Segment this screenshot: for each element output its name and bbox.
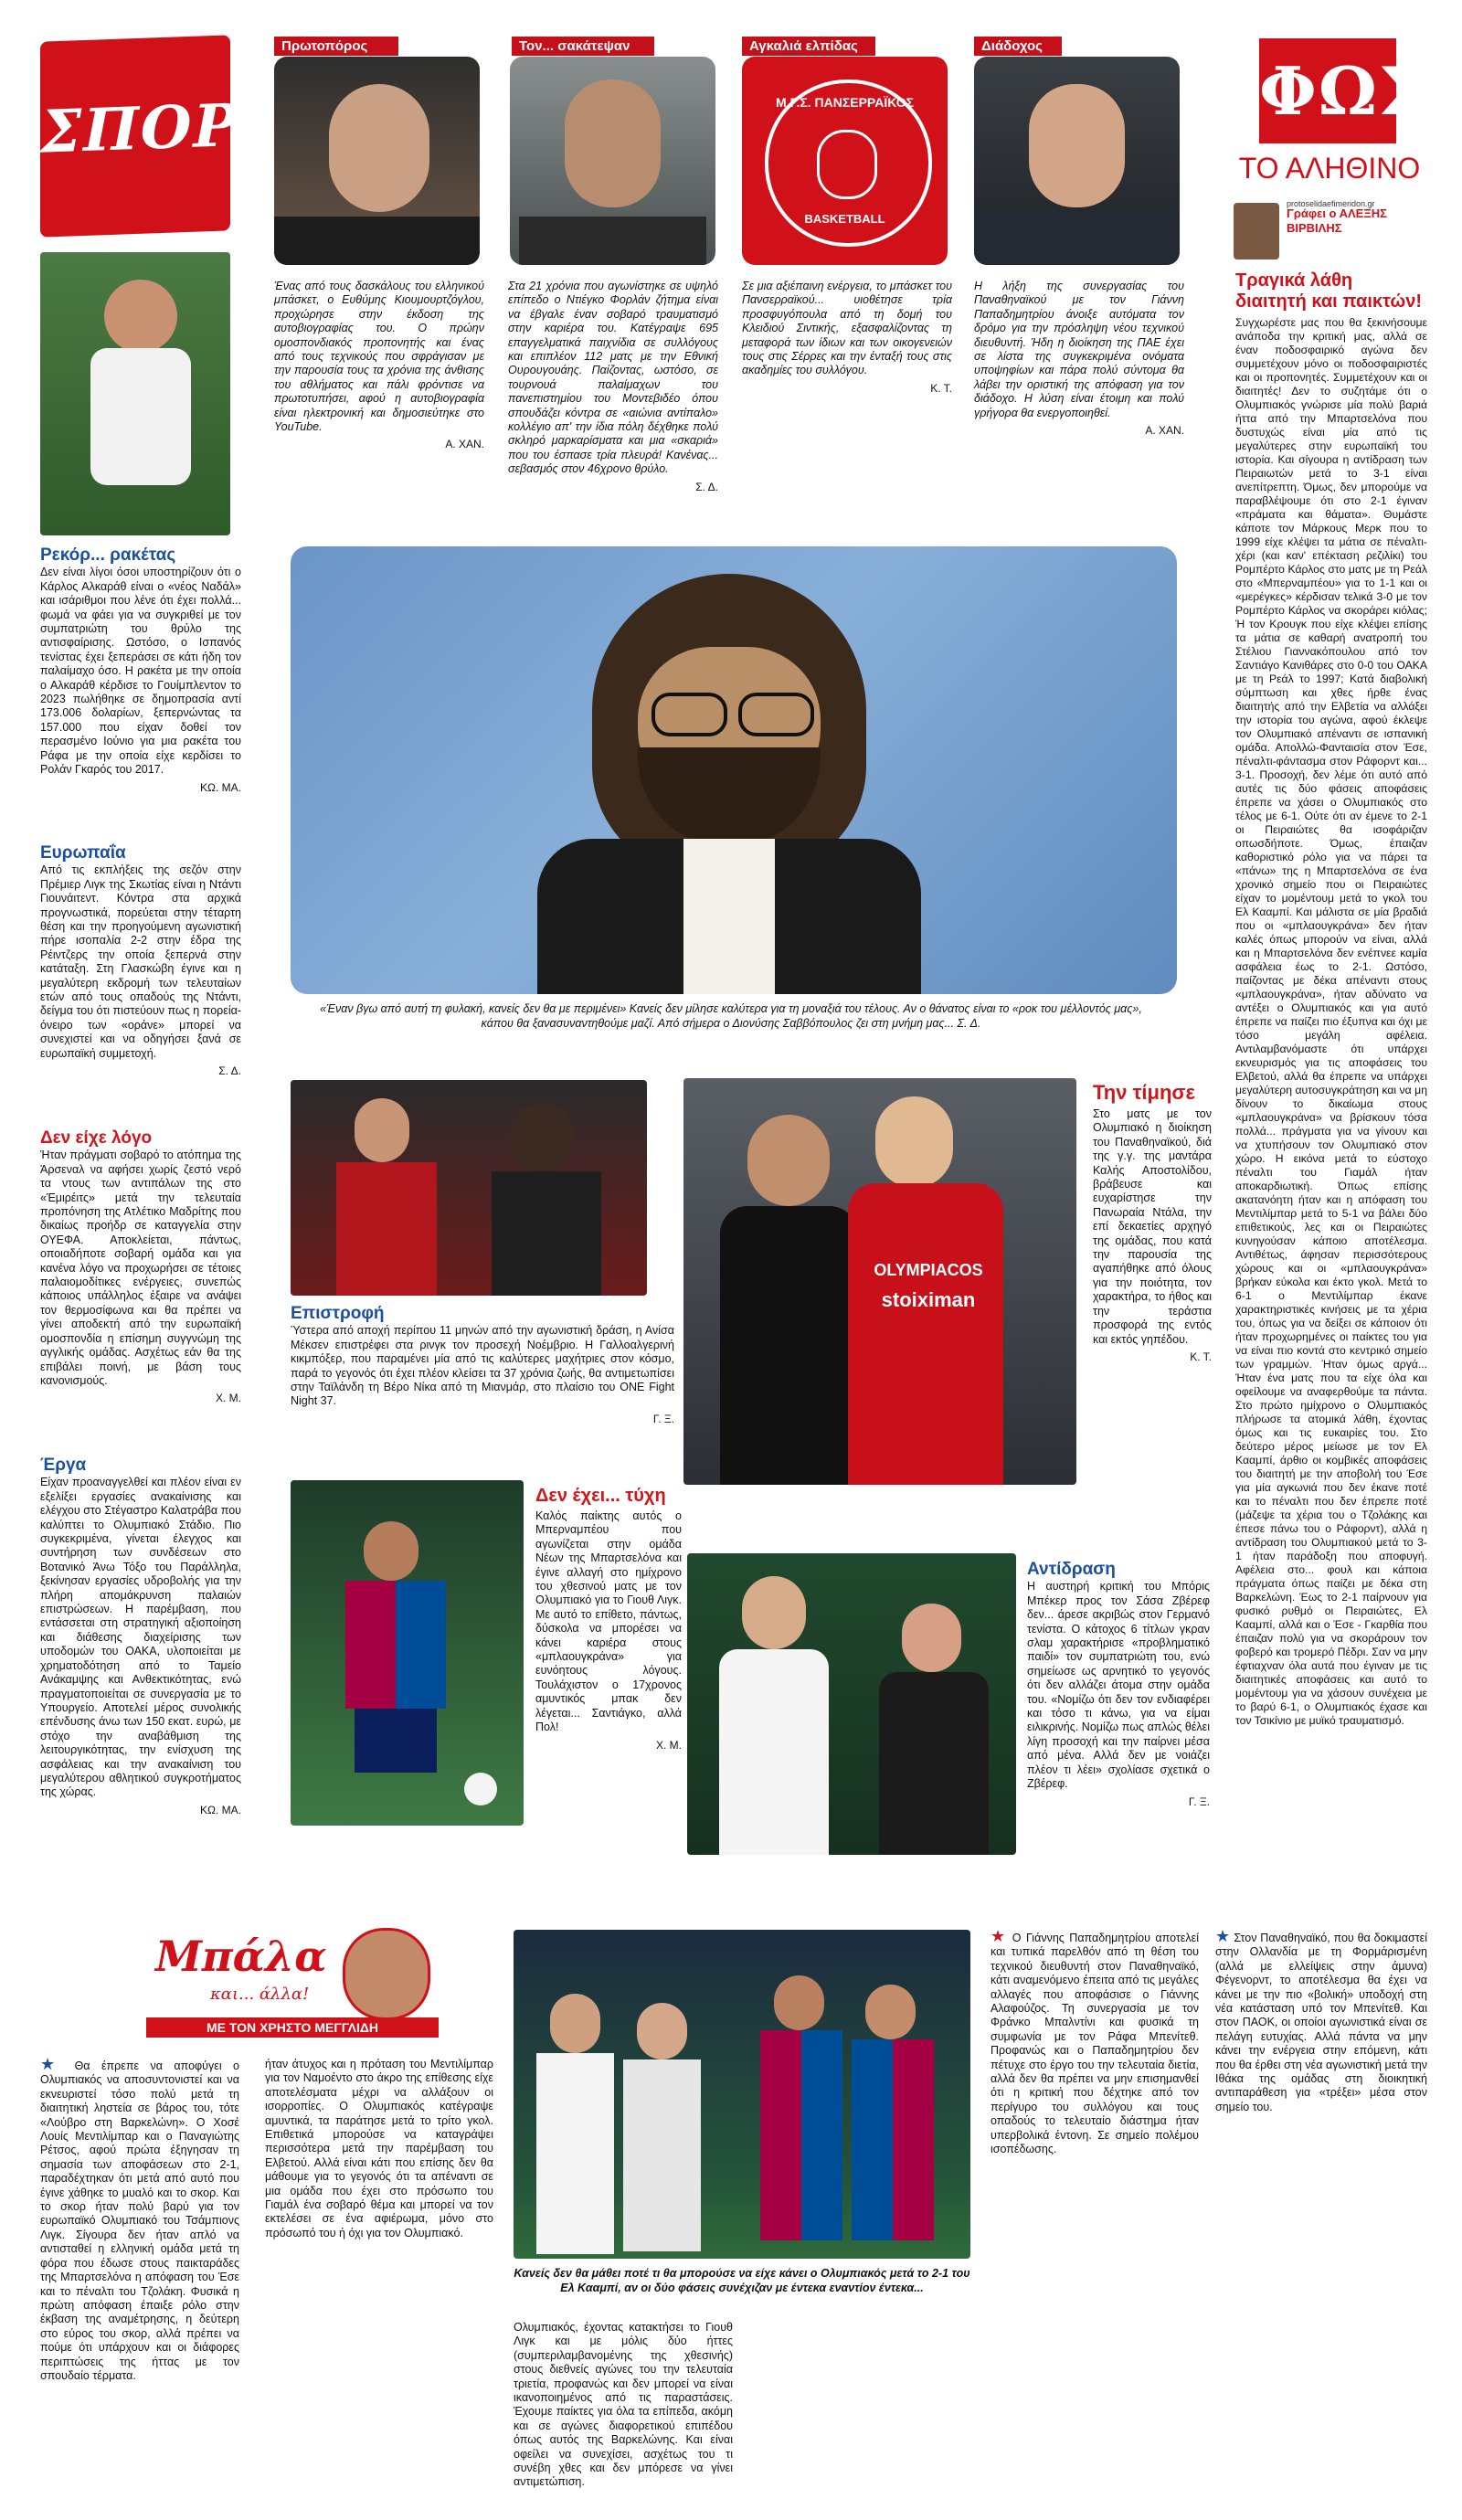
story-text: Καλός παίκτης αυτός ο Μπερναμπέου που αγωνίζεται στην ομάδα Νέων της Μπαρτσελόνα και έγινε αλλαγή στο ημίχρονο του χθεσινού ματς με τον Ολυμπιακό για το Γιουθ Λιγκ. Με αυτό το επίθετο, πάντως, δύσκολα να μπορέσει να κάνει καριέρα στους «μπλαουγκράνα» για ευνόητους λόγους. Τουλάχιστον ο 17χρονος αμυντικός μπακ δεν λέγεται... Σαντιάγκο, αλλά Πολ! (535, 1509, 682, 1734)
story-text: Είχαν προαναγγελθεί και πλέον είναι εν εξελίξει εργασίες ανακαίνισης και ελέγχου στο Στέγαστρο Καλατράβα που καλύπτει το Ολυμπιακό Στάδιο. Πιο συγκεκριμένα, γίνεται έλεγχος και συντήρηση των συνδέσεων στο Βοτανικό Άνω Τόξο του Παράλληλα, ξεκίνησαν εργασίες υδροβολής για την πλήρη απομάκρυνση παλαιών επιστρώσεων. Η παρέμβαση, που εντάσσεται στη στρατηγική αξιοποίηση και διάθεσης διαχείρισης των υποδομών του ΟΑΚΑ, υλοποιείται με χρηματοδότηση από το Ταμείο Ανάκαμψης και Ανθεκτικότητας, ενώ πραγματοποιείται σε συνεργασία με το Υπουργείο. Αποτελεί μέρος συνολικής επένδυσης άνω των 150 εκατ. ευρώ, με στόχο την αναβάθμιση της λειτουργικότητας, την ενίσχυση της ασφάλειας και την ανακαίνιση του μεγαλύτερου αθλητικού συγκροτήματος της χώρας. (40, 1476, 241, 1799)
jersey-sponsor: stoiximan (881, 1288, 976, 1311)
story-successor (974, 280, 1184, 438)
story-signature: Κ. Τ. (930, 381, 952, 395)
story-text: Από τις εκπλήξεις της σεζόν στην Πρέμιερ Λιγκ της Σκωτίας είναι η Ντάντι Γιουνάιτεντ. Κόντρα στα αρχικά προγνωστικά, πορεύεται στην τέταρτη θέση και την προηγούμενη αγωνιστική πήρε ισοπαλία 2-2 στην έδρα της Ρέιντζερς την οποία ξεπερνά στην κατάταξη. Στη Γλασκώβη έγινε και η μεγαλύτερη εκδρομή των τελευταίων ετών από τους οπαδούς της Ντάντι, δείγμα του ότι πιστεύουν πως η πορεία-όνειρο των «οράνε» μπορεί να συνεχιστεί και να οδηγήσει ξανά σε ευρωπαϊκή συμμετοχή. (40, 863, 241, 1060)
bottom-column-5 (1215, 1930, 1427, 2505)
mid-story-honored (1093, 1082, 1212, 1364)
column-text: Θα έπρεπε να αποφύγει ο Ολυμπιακός να αποσυντονιστεί και να εκνευριστεί τόσο πολύ μετά τη διαιτητική ληστεία σε βάρος του, τότε «Λούβρο στη Βαρκελώνη». Ο Χοσέ Λουίς Μεντιλίμπαρ και ο Παναγιώτης Ρέτσος, αφού πρώτα έξηγησαν τη σημασία των αποφάσεων στο 2-1, παραδέχτηκαν ότι μετά από αυτό που έγινε χάθηκε το μυαλό και το σκορ. Και το σκορ ήταν πολύ βαρύ για τον ευρωπαϊκό Ολυμπιακό του Τσάμπιονς Λιγκ. Σίγουρα δεν ήταν απλό να αντισταθεί η ελληνική ομάδα μετά τη φόρα που έδωσε στους παικταράδες της Μπαρτσελόνα η απόφαση του Έσε και το πέναλτι του Τζολάκη. Φυσικά η πρώτη απόφαση έπαιξε ρόλο στην έκβαση της αναμέτρησης, η δεύτερη στο εύρος του σκορ, αλλά πρέπει να πούμε ότι υπάρχουν και οι διάφορες περιπτώσεις της ήττας με τον σπουδαίο τέρματα. (40, 2059, 239, 2382)
side-story-no-reason (40, 1128, 241, 1406)
story-signature: Χ. Μ. (655, 1738, 682, 1752)
story-title: Δεν είχε λόγο (40, 1128, 153, 1148)
fos-author: Γράφει ο ΑΛΕΞΗΣ ΒΙΡΒΙΛΗΣ (1287, 206, 1387, 235)
column-text: Ολυμπιακός, έχοντας κατακτήσει το Γιουθ Λιγκ και με μόλις δύο ήττες (συμπεριλαμβανομένης της χθεσινής) στους διεθνείς αγώνες του την τελευταία τριετία, προφανώς και δεν μπορεί να είναι ικανοποιημένος από τις παραστάσεις. Έχουμε παίκτες για όλα τα επίπεδα, ακόμη και σε αγώνες διαφορετικού επιπέδου όπως αυτός της Βαρκελώνης. Και είναι οφείλει να συνεχίσει, ασχέτως του τι συνέβη χθες και δεν μπόρεσε να γίνει αντιμετώπιση. (514, 2321, 733, 2489)
tab-successor: Διάδοχος (974, 37, 1062, 56)
fos-body: Συγχωρέστε μας που θα ξεκινήσουμε ανάποδα την κριτική μας, αλλά σε έναν ποδοσφαιρικό αγώνα δεν συμμετέχουν μόνο οι ποδοσφαιριστές και οι προπονητές. Συμμετέχουν και οι διαιτητές! Δεν το συζητάμε ότι ο Ολυμπιακός γνώρισε μία πολύ βαριά ήττα από την Μπαρτσελόνα που δυστυχώς είναι μία από τις μεγαλύτερες στην ευρωπαϊκή του ιστορία. Και σίγουρα η αντίδραση των Πειραιωτών μετά το 3-1 είναι ανεπίτρεπτη. Όμως, δεν μπορούμε να παραβλέψουμε ότι στο 2-1 έγιναν «πράματα και θάματα». Θυμάστε κάποτε τον Μάρκους Μερκ που το 1999 είχε κλέψει τα μάτια σε πέναλτι-χέρι (και καν' επέκταση ρεζιλίκι) του Ρομπέρτο Κάρλος στο ματς με τη Ρεάλ στο «Μπερναμπέου» για το 1-1 και οι «μερέγκες» κέρδισαν τελικά 3-0 με τον Ρομπέρτο Κάρλος να σκοράρει κιόλας; Ή τον Κρουγκ που είχε κλέψει επίσης τα μάτια σε καθαρή ανατροπή του Στέλιου Γιαννακόπουλου από τον Σαντιάγο Κανιθάρες στο 0-0 του ΟΑΚΑ με τη Ρεάλ το 1997; Κατά διαβολική σύμπτωση και χθες ήρθε ένας διαιτητής από την Ελβετία να αλλάξει την ιστορία του αγώνα, αφού έκλεψε τον Ολυμπιακό απέναντι σε ισπανική ομάδα. Απολλώ-Φανταισία στον Έσε, πέναλτι-φάντασμα στον Ράφορντ και... 3-1. Προσοχή, δεν λέμε ότι αυτό από αυτές τις δύο φάσεις αποφάσεις έπρεπε να χάσει ο Ολυμπιακός στο τέλος με 6-1. Ούτε ότι αν έμενε το 2-1 οι Πειραιώτες θα ισοφάριζαν οπωσδήποτε. Όμως, έπαιζαν καθοριστικό ρόλο για να πάρει τα «πάνω» της η Μπαρτσελόνα σε ένα χρονικό σημείο που οι Πειραιώτες είχαν το μομέντουμ μετά το γκολ του Ελ Κααμπί. Και μάλιστα σε μία βραδιά που οι «μπλαουγκράνα» δεν ήταν καλές όπως μπορούν να είναι, αλλά και η Μπαρτσελόνα δεν ενέπνεε καμία ασφάλεια έως το 2-1. Ωστόσο, παίζοντας με δέκα απέναντι στους «μπλαουγκράνα», ήταν αδύνατο να αντέξει ο Ολυμπιακός και για αυτό έπρεπε να παίζει πιο έξυπνα και όχι με τόσο μεγάλη αφέλεια. Αντιλαμβανόμαστε ότι υπάρχει εκνευρισμός για τις αποφάσεις του Ελβετού, αλλά θα έπρεπε να υπάρχει μεγαλύτερη αυτοσυγκράτηση και να μη δίνουν το δικαίωμα στους «μπλαουγκράνα» να βρίσκουν τόσα πολλά... πράγματα για να γίνουν και να χτυπήσουν τον Ολυμπιακό στον χώρο. Η εικόνα μετά το εύστοχο πέναλτι του Γιαμάλ ήταν αποκαρδιωτική. Όπως επίσης ακατανόητη ήταν και η απόφαση του Μεντιλίμπαρ μετά το 5-1 να βάλει δύο επιθετικούς, λες και οι Πειραιώτες κυνηγούσαν κάποιο αποτέλεσμα. Αντιθέτως, άφησαν περισσότερους χώρους και οι «μπλαουγκράνα» βρήκαν εύκολα και έκτο γκολ. Μετά το 6-1 ο Μεντιλίμπαρ έκανε χαρακτηριστικές κινήσεις με τα χέρια του, όπως για να δείξει σε κάποιον ότι ήταν προχωρημένες οι παίκτες του για να είναι πιο κοντά στο κεντρικό σημείο των γραμμών. Ήταν όμως αργά... Ήταν ένα ματς που τα είχε όλα και οφείλουμε να αναφερθούμε τα πάντα. Στο πρώτο ημίχρονο ο Ολυμπιακός πλήρωσε τα ατομικά λάθη, έχοντας όμως και τις ευκαιρίες του. Στο δεύτερο μέρος μείωσε με τον Ελ Κααμπί, άρθιο οι κομβικές αποφάσεις του διαιτητή με την αποβολή του Έσε για μία αγκωνιά που δεν έκανε ποτέ και το πέναλτι που δεν έπρεπε ποτέ (μάζεψε τα χέρια του ο Τζολάκης και έπεσε πάνω του ο Ράφορντ), αλλά η αντίδραση του Ολυμπιακού μετά το 3-1 ήταν παράδοξη που αποφυγή. Αφέλεια στο... φουλ και κάποια πράγματα όπως παίζει με δέκα στη Βαρκελώνη. Έως το 2-1 παίρνουν για φυσικό ρυθμό οι Πειραιώτες, Ελ Κααμπί, αλλά και ο Έσε - Γκαρθία που έπαιζαν πολύ για να σκοράρουν τον φοβερό και τρομερό Πέδρι. Σαν να μην έφτιαχναν όλα αυτά που έγιναν με τις διαιτητικές αποφάσεις και αυτό το μομέντουμ για να χάσουν συνέχεια με το βαρύ 6-1, ο Ολυμπιακός έχασε και τον Τσικίνιο με μυϊκό τραυματισμό. (1235, 316, 1427, 1727)
author-avatar (1234, 203, 1279, 259)
story-title: Έργα (40, 1456, 87, 1475)
hero-photo-savvopoulos (291, 546, 1177, 994)
story-text: Στο ματς με τον Ολυμπιακό η διοίκηση του Παναθηναϊκού, διά της γ.γ. της μαντάρα Καλής Αποστολίδου, βράβευσε και ευχαρίστησε την Πανωραία Ντάλα, την επί δεκαετίες αρχηγό της ομάδας, που κατά την παρουσία της αγαπήθηκε από όλους για την ποιότητα, τον χαρακτήρα, το ήθος και την τεράστια προσφορά της εντός και εκτός γηπέδου. (1093, 1107, 1212, 1346)
side-story-racket (40, 545, 241, 795)
column-text: ήταν άτυχος και η πρόταση του Μεντιλίμπαρ για τον Ναμοέντο στο άκρο της επίθεσης είχε αποτελέσματα μέχρι να αλλάξουν οι ισορροπίες. Ο Ολυμπιακός κατέγραψε αμυντικά, τα παράτησε μετά το τρίτο γκολ. Επιθετικά μπορούσε να καταγράψει περισσότερα μετά την παρέμβαση του Ελβετού. Αλλά είναι κάτι που επίσης δεν θα μάθουμε για το γεγονός ότι τα απέναντι σε μια ομάδα που έχει στο πρόσωπο του Γιαμάλ ένα σοβαρό θέμα και μπορεί να τον εκτελέσει σε ένα αφιέρωμα, μόνο στο πρόσωπό του ή όχι για τον Ολυμπιακό. (265, 2058, 493, 2239)
column-text: Ο Γιάννης Παπαδημητρίου αποτελεί και τυπικά παρελθόν από τη θέση του τεχνικού διευθυντή στον Παναθηναϊκό, κάτι αναμενόμενο έπειτα από τις μεγάλες αλλαγές που αποφάσισε ο Γιάννης Αλαφούζος. Τη συνεργασία με τον Φράνκο Μπαλντίνι και φυσικά τη συμφωνία με τον Ράφα Μπενίτεθ. Προφανώς και ο Παπαδημητρίου δεν πέτυχε στο έργο του την τελευταία διετία, αλλά δεν θα πρέπει να μην επισημανθεί ότι η κριτική που δέχτηκε από τον περίγυρο του συλλόγου και τους οπαδούς το τελευταίο διάστημα ήταν υπερβολικά έντονη. Σε σημείο πολέμου ισοπέδωσης. (991, 1932, 1199, 2156)
story-text: Ήταν πράγματι σοβαρό το ατόπημα της Άρσεναλ να αφήσει χωρίς ζεστό νερό τα ντους των αντιπάλων της στο «Έμιρέιτς» μετά την τελευταία προπόνηση της Ατλέτικο Μαδρίτης που δικαίως προήδρ σε καταγγελία στην ΟΥΕΦΑ. Αποκλείεται, πάντως, οποιαδήποτε σοβαρή ομάδα και για κανένα λόγο να προχωρήσει σε τέτοιες παλαιομοδίτικες ενέργειες, συνεπώς κάποιος υπάλληλος έξαιρε να ανάψει τον θερμοσίφωνα και θα πρέπει να γίνει αποδεκτή από την ευρωπαϊκή ομοσπονδία η επίσημη συγγνώμη της αγγλικής ομάδας. Ασχέτως εάν θα της επιβάλει ποινή, με βάση τους κανονισμούς. (40, 1149, 241, 1387)
columnist-avatar (343, 1928, 430, 2020)
story-text: Δεν είναι λίγοι όσοι υποστηρίζουν ότι ο Κάρλος Αλκαράθ είναι ο «νέος Ναδάλ» και ισάριθμοι που λένε ότι έχει πολλά... φωμά να φάει για να συγκριθεί με τον συμπατριώτη του θρύλο της αντισφαίρισης. Ωστόσο, ο Ισπανός τενίστας έχει ξεπεράσει σε κάτι ήδη τον παλαίμαχο όσο. Η ρακέτα με την οποία ο Αλκαράθ κέρδισε το Γουίμπλεντον το 2023 πωλήθηκε σε δημοπρασία αντί 173.006 δολαρίων, ξεπερνώντας τα 157.000 που είχαν δοθεί τον περασμένο Ιούνιο για μια ρακέτα του Ράφα με την οποία είχε κερδίσει το Ρολάν Γκαρός του 2017. (40, 566, 241, 777)
story-text: Ύστερα από αποχή περίπου 11 μηνών από την αγωνιστική δράση, η Ανίσα Μέκσεν επιστρέφει στα ρινγκ τον προσεχή Νοέμβριο. Η Γαλλοαλγερινή κικμπόξερ, που παραμένει μία από τις καλύτερες μαχήτριες στον κόσμο, παρά το γεγονός ότι έχει πλέον κλείσει τα 37 χρόνια ζωής, θα αντιμετωπίσει στην Ταϊλάνδη τη Βέρο Νίκα από τη Μιανμάρ, στο πλαίσιο του ONE Fight Night 37. (291, 1324, 674, 1408)
fos-watermark: protoselidaefimeridon.gr (1287, 199, 1375, 208)
photo-forlan (510, 57, 715, 265)
photo-meksen (291, 1080, 647, 1296)
story-text: Ένας από τους δασκάλους του ελληνικού μπάσκετ, ο Ευθύμης Κιουμουρτζόγλου, προχώρησε στην έκδοση της αυτοβιογραφίας του. Ο πρώην ομοσπονδιακός προπονητής και ένας από τους τεχνικούς που σφράγισαν με την παρουσία τους τα χρόνια της άνθισης του αθλήματος και πάλι φρόντισε να πρωτοτυπήσει, αφού η αυτοβιογραφία είναι ηλεκτρονική και δημοσιεύτηκε στο YouTube. (274, 280, 484, 434)
story-title: Ρεκόρ... ρακέτας (40, 545, 176, 565)
tab-broken: Τον... σακάτεψαν (512, 37, 654, 56)
star-bullet-icon: ★ (40, 2058, 64, 2073)
story-signature: Γ. Ξ. (1188, 1795, 1210, 1808)
story-title: Την τίμησε (1093, 1081, 1195, 1104)
story-text: Η λήξη της συνεργασίας του Παναθηναϊκού με τον Γιάννη Παπαδημητρίου άνοιξε αυτόματα τον δρόμο για την πρόσληψη νέου τεχνικού διευθυντή. Ήδη η διοίκηση της ΠΑΕ έχει σε λίστα της συγκεκριμένα ονόματα υποψηφίων και πάρα πολύ σύντομα θα λάβει την οριστική της απόφαση για τον διάδοχο. Η λύση είναι έτοιμη και πολύ γρήγορα θα ενεργοποιηθεί. (974, 280, 1184, 419)
bottom-column-4 (991, 1930, 1199, 2505)
story-forlan (508, 280, 718, 494)
photo-kioumourtzoglou (274, 57, 480, 265)
logo-text-bottom: BASKETBALL (804, 212, 885, 226)
photo-olympiacos-players (514, 1930, 970, 2259)
column-logo-box (146, 1928, 439, 2042)
story-title: Δεν έχει... τύχη (535, 1486, 666, 1506)
story-text: Η αυστηρή κριτική του Μπόρις Μπέκερ προς τον Σάσα Ζβέρεφ δεν... άρεσε ακριβώς στον Γερμανό τενίστα. Ο κάτοχος 6 τίτλων γκραν σλαμ χαρακτήρισε «προβληματικό παιδί» τον συμπατριώτη του, ενώ σημείωσε ως αρνητικό το γεγονός ότι δεν αλλάζει άτομα στην ομάδα του. «Νομίζω ότι δεν τον ενδιαφέρει και τόσο τι κάνω, για να είμαι ειλικρινής. Νομίζω πως απλώς θέλει λίγη προσοχή και την παίρνει μέσα από μένα. Αλλά δεν με νοιάζει πλέον τι λέει» σχολίασε σχετικά ο Ζβέρεφ. (1027, 1580, 1210, 1791)
jersey-club: OLYMPIACOS (874, 1261, 983, 1279)
star-bullet-icon: ★ (1215, 1930, 1231, 1945)
photo-zverev-becker (687, 1553, 1016, 1855)
column-logo-subtitle: και... άλλα! (210, 1985, 310, 2004)
fos-author-box (1234, 199, 1425, 263)
story-signature: Κ. Τ. (1190, 1350, 1212, 1363)
story-signature: Γ. Ξ. (652, 1412, 674, 1425)
photo-barcelona-youth (291, 1480, 524, 1826)
photo-dala-honor (683, 1078, 1076, 1485)
column-byline: ΜΕ ΤΟΝ ΧΡΗΣΤΟ ΜΕΓΓΛΙΔΗ (146, 2017, 439, 2038)
story-signature: Α. ΧΑΝ. (1145, 424, 1184, 438)
photo-alcaraz (40, 252, 230, 535)
photo-panserraikos-logo (742, 57, 948, 265)
story-text: Σε μια αξιέπαινη ενέργεια, το μπάσκετ του Πανσερραϊκού... υιοθέτησε τρία προσφυγόπουλα από τη δομή του Κλειδιού Σιντικής, εξασφαλίζοντας τη μεταφορά των ίδιων και των οικογενειών τους στις Σέρρες και την ένταξή τους στις ακαδημίες του συλλόγου. (742, 280, 952, 377)
mid-story-reaction (1027, 1562, 1210, 1809)
story-signature: Χ. Μ. (215, 1392, 241, 1405)
story-panserraikos (742, 280, 952, 396)
story-title: Επιστροφή (291, 1304, 385, 1323)
logo-text-top: Μ.Γ.Σ. ΠΑΝΣΕΡΡΑΪΚΟΣ (776, 95, 914, 110)
story-text: Στα 21 χρόνια που αγωνίστηκε σε υψηλό επίπεδο ο Ντιέγκο Φορλάν ζήτημα είναι να έβγαλε έναν σοβαρό τραυματισμό στην καριέρα του. Κατέγραψε 695 επαγγελματικά παιχνίδια σε συλλόγους και επιπλέον 112 ματς με την Εθνική Ουρουγουάης. Παίζοντας, ωστόσο, σε τουρνουά παλαίμαχων του πανεπιστημίου του Μοντεβιδέο όπου σπουδάζει κόντρα σε «αιώνια αντίπαλο» κολλέγιο απ' την ίδια πόλη δέχθηκε πολύ σκληρό μαρκαρίσματα και μια «σκαριά» που του έσπασε τρία πλευρά! Κανένας... σεβασμός στον 46χρονο θρύλο. (508, 280, 718, 476)
fos-logo-box (1259, 38, 1427, 143)
story-signature: ΚΩ. ΜΑ. (200, 780, 241, 794)
story-title: Ευρωπαΐα (40, 843, 126, 863)
side-story-works (40, 1458, 241, 1817)
bottom-column-2 (265, 2058, 493, 2505)
photo-successor (974, 57, 1180, 265)
column-logo-title: Μπάλα (155, 1932, 327, 1981)
story-signature: Σ. Δ. (695, 480, 718, 493)
fos-subtitle: ΤΟ ΑΛΗΘΙΝΟ (1238, 152, 1421, 185)
star-bullet-icon: ★ (991, 1930, 1008, 1945)
masthead-sports (40, 35, 239, 237)
hero-caption: «Έναν βγω από αυτή τη φυλακή, κανείς δεν θα με περιμένει» Κανείς δεν μίλησε καλύτερα για τη μοναξιά του τέλους. Αν ο θάνατος είναι το «ροκ του μέλλοντός μας», κάπου θα ξανασυναντηθούμε μαζί. Από σήμερα ο Διονύσης Σαββόπουλος ζει στη μνήμη μας... Σ. Δ. (320, 1002, 1142, 1030)
tab-pioneer: Πρωτοπόρος (274, 37, 398, 56)
story-title: Αντίδραση (1027, 1560, 1116, 1579)
tab-embrace: Αγκαλιά ελπίδας (742, 37, 875, 56)
story-signature: ΚΩ. ΜΑ. (200, 1803, 241, 1816)
masthead-title: ΣΠΟΡ (40, 91, 239, 167)
story-signature: Α. ΧΑΝ. (445, 438, 484, 451)
mid-story-return (291, 1304, 674, 1426)
column-text: Στον Παναθηναϊκό, που θα δοκιμαστεί στην Ολλανδία με τη Φορμάρισμένη (αλλά με ελλείψεις στην άμυνα) Φέγενορντ, το αποτέλεσμα θα έχει να κάνει με την πιο «βολική» υποδοχή στη νέα κατάσταση υπό τον Μπενίτεθ. Και στον ΠΑΟΚ, οι οποίοι αγωνιστικά είναι σε πελάγη ευτυχίας. Αλλά πάντα να μην κάνει την ενέργεια στην επόμενη, κάτι που θα έρθει στη νέα αγωνιστική μετά την Ιθάκα της ομάδας στη διοικητική αντιπαράθεση για «τρέξει» μέσα στον σημείο του. (1215, 1932, 1427, 2113)
side-story-europe (40, 843, 241, 1079)
story-signature: Σ. Δ. (218, 1064, 241, 1078)
bottom-photo-caption: Κανείς δεν θα μάθει ποτέ τι θα μπορούσε να είχε κάνει ο Ολυμπιακός μετά το 2-1 του Ελ Κααμπί, αν οι δύο φάσεις συνέχιζαν με έντεκα εναντίον έντεκα... (514, 2267, 970, 2294)
bottom-column-1 (40, 2058, 239, 2505)
bottom-column-3 (514, 2321, 733, 2504)
story-kioumourtzoglou (274, 280, 484, 452)
fos-headline: Τραγικά λάθη διαιτητή και παικτών! (1235, 270, 1423, 312)
mid-story-no-luck (535, 1486, 682, 1752)
fos-logo: ΦΩΣ (1259, 52, 1427, 130)
